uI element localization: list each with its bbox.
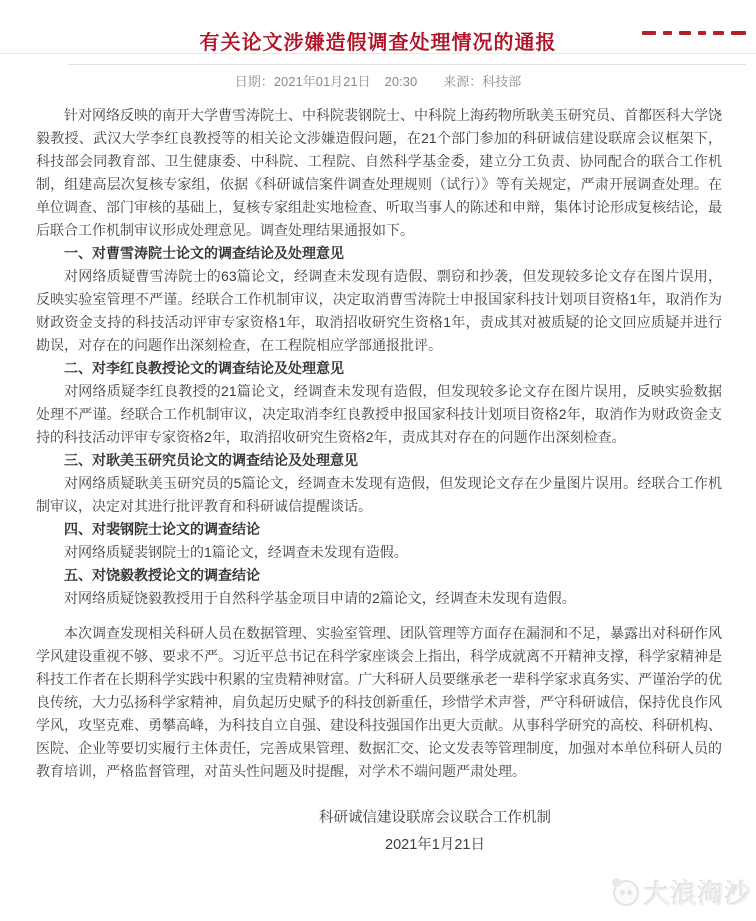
page-title: 有关论文涉嫌造假调查处理情况的通报 [199,32,557,54]
signature-org: 科研诚信建设联席会议联合工作机制 [319,810,551,826]
section-1-paragraph: 对网络质疑曹雪涛院士的63篇论文，经调查未发现有造假、剽窃和抄袭，但发现较多论文存在图片误用，反映实验室管理不严谨。经联合工作机制审议，决定取消曹雪涛院士申报国家科技计划项目资格1年，取消作为财政资金支持的科技活动评审专家资格1年，取消招收研究生资格1年，责成其对被质疑的论文回应质疑并进行勘误，对存在的问题作出深刻检查，在工程院相应学部通报批评。 [36,268,722,353]
meta-time: 20:30 [384,74,418,89]
section-2-heading: 二、对李红良教授论文的调查结论及处理意见 [64,360,344,376]
intro-paragraph: 针对网络反映的南开大学曹雪涛院士、中科院裴钢院士、中科院上海药物所耿美玉研究员、首都医科大学饶毅教授、武汉大学李红良教授等的相关论文涉嫌造假问题，在21个部门参加的科研诚信建设联席会议框架下，科技部会同教育部、卫生健康委、中科院、工程院、自然科学基金委，建立分工负责、协同配合的联合工作机制，组建高层次复核专家组，依据《科研诚信案件调查处理规则（试行）》等有关规定，严肃开展调查处理。在单位调查、部门审核的基础上，复核专家组赴实地检查、听取当事人的陈述和申辩，集体讨论形成复核结论，最后联合工作机制审议形成处理意见。调查处理结果通报如下。 [36,107,722,238]
article-meta [0,73,756,91]
section-2-paragraph: 对网络质疑李红良教授的21篇论文，经调查未发现有造假，但发现较多论文存在图片误用，反映实验数据处理不严谨。经联合工作机制审议，决定取消李红良教授申报国家科技计划项目资格2年，取消作为财政资金支持的科技活动评审专家资格2年，取消招收研究生资格2年，责成其对存在的问题作出深刻检查。 [36,383,722,445]
section-3-paragraph: 对网络质疑耿美玉研究员的5篇论文，经调查未发现有造假，但发现论文存在少量图片误用。经联合工作机制审议，决定对其进行批评教育和科研诚信提醒谈话。 [36,475,722,514]
section-1-heading: 一、对曹雪涛院士论文的调查结论及处理意见 [64,245,344,261]
meta-date-label: 日期： [234,74,274,89]
watermark [613,874,752,911]
section-4-paragraph: 对网络质疑裴钢院士的1篇论文，经调查未发现有造假。 [64,544,408,560]
header-divider [0,53,756,54]
signature-block [57,805,756,859]
section-3-heading: 三、对耿美玉研究员论文的调查结论及处理意见 [64,452,358,468]
signature-date: 2021年1月21日 [385,837,485,853]
meta-source-label: 来源： [443,74,483,89]
clipped-red-text-fragment [642,31,746,36]
meta-source: 科技部 [482,74,522,89]
title-divider [68,64,746,65]
section-4-heading: 四、对裴钢院士论文的调查结论 [64,521,260,537]
meta-date: 2021年01月21日 [273,74,371,89]
section-5-heading: 五、对饶毅教授论文的调查结论 [64,567,260,583]
watermark-text: 大浪淘沙 [643,879,752,909]
section-5-paragraph: 对网络质疑饶毅教授用于自然科学基金项目申请的2篇论文，经调查未发现有造假。 [64,590,576,606]
panda-logo-icon [613,880,639,906]
article-body [0,104,756,783]
closing-paragraph: 本次调查发现相关科研人员在数据管理、实验室管理、团队管理等方面存在漏洞和不足，暴露出对科研作风学风建设重视不够、要求不严。习近平总书记在科学家座谈会上指出，科学成就离不开精神支撑，科学家精神是科技工作者在长期科学实践中积累的宝贵精神财富。广大科研人员要继承老一辈科学家求真务实、严谨治学的优良传统，大力弘扬科学家精神，肩负起历史赋予的科技创新重任，珍惜学术声誉，严守科研诚信，保持优良作风学风，攻坚克难、勇攀高峰，为科技自立自强、建设科技强国作出更大贡献。从事科学研究的高校、科研机构、医院、企业等要切实履行主体责任，完善成果管理、数据汇交、论文发表等管理制度，加强对本单位科研人员的教育培训，严格监督管理，对苗头性问题及时提醒，对学术不端问题严肃处理。 [36,625,722,779]
